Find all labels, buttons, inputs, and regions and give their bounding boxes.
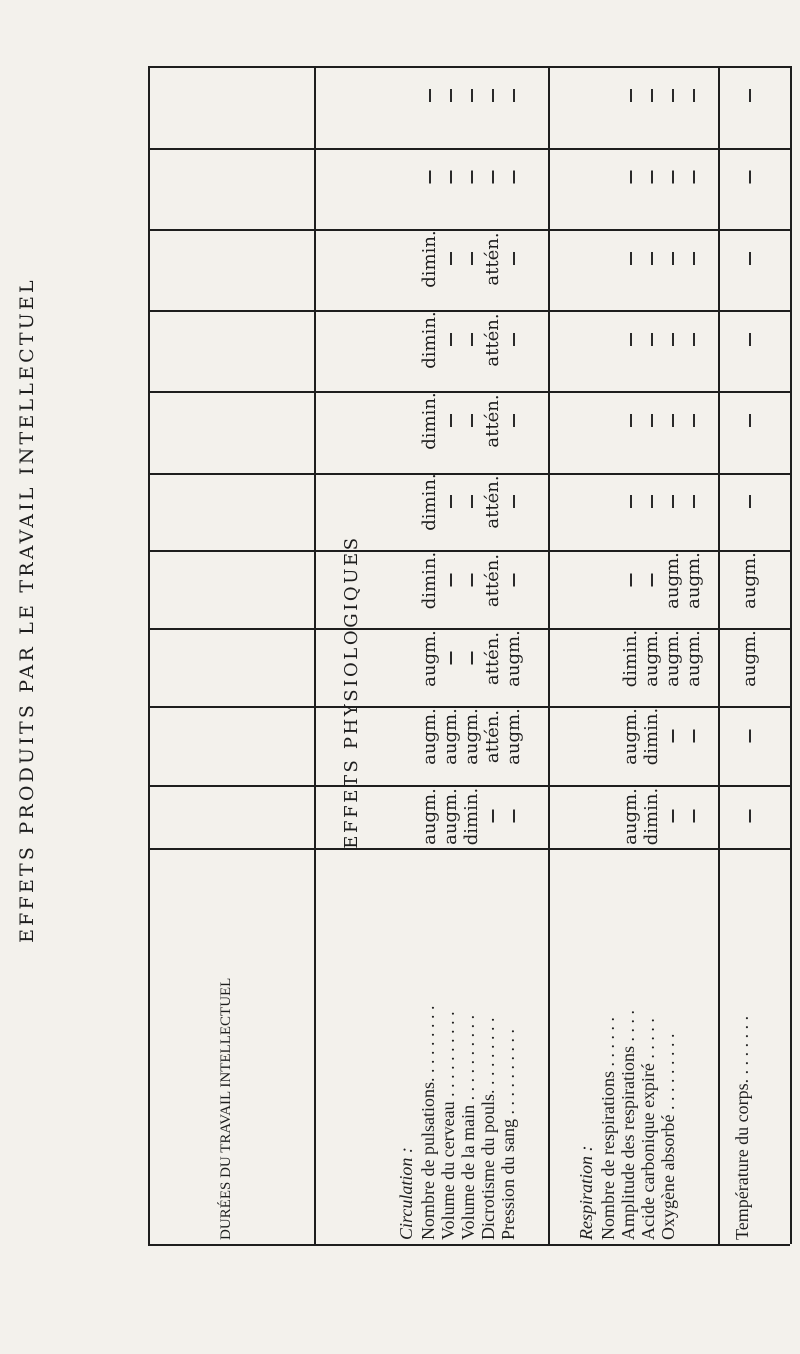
value-plusieurs-heures-2	[471, 252, 473, 265]
value-60-minutes-3: attén.	[482, 475, 503, 529]
column-rule-1	[314, 66, 316, 1244]
value-plusieurs-heures-8	[693, 252, 695, 265]
value-90-minutes-1	[450, 414, 452, 427]
value-5-minutes-6: dimin.	[641, 707, 662, 766]
value-plusieurs-jours-5	[630, 171, 632, 184]
value-plusieurs-mois-1	[450, 89, 452, 102]
value-60-minutes-0: dimin.	[419, 473, 440, 531]
value-plusieurs-heures-1	[450, 252, 452, 265]
category-1-item-3: Oxygène absorbé . . . . . . . . .	[658, 1033, 678, 1240]
category-0-item-2: Volume de la main . . . . . . . . . .	[458, 1014, 478, 1240]
value-plusieurs-mois-6	[651, 89, 653, 102]
value-30-minutes-7: augm.	[662, 552, 683, 609]
table-rule-10	[148, 848, 790, 850]
value-90-minutes-5	[630, 414, 632, 427]
value-120-minutes-5	[630, 333, 632, 346]
table-rule-5	[148, 473, 790, 475]
value-60-minutes-9	[749, 495, 751, 508]
value-15-minutes-8: augm.	[683, 630, 704, 687]
value-90-minutes-8	[693, 414, 695, 427]
value-5-minutes-9	[749, 730, 751, 743]
value-plusieurs-heures-6	[651, 252, 653, 265]
table-rule-11	[148, 1244, 790, 1246]
value-d-une-minute-9	[749, 810, 751, 823]
value-120-minutes-3: attén.	[482, 313, 503, 367]
page-title: EFFETS PRODUITS PAR LE TRAVAIL INTELLECTUEL	[16, 277, 38, 943]
value-90-minutes-0: dimin.	[419, 392, 440, 450]
column-rule-2	[548, 66, 550, 1244]
value-d-une-minute-6: dimin.	[641, 787, 662, 846]
value-plusieurs-jours-3	[492, 171, 494, 184]
column-rule-4	[790, 66, 792, 1244]
value-plusieurs-heures-0: dimin.	[419, 230, 440, 288]
value-15-minutes-6: augm.	[641, 630, 662, 687]
column-rule-0	[148, 66, 150, 1244]
category-1-item-1: Amplitude des respirations . . . .	[618, 1010, 638, 1240]
value-90-minutes-4	[513, 414, 515, 427]
value-30-minutes-6	[651, 574, 653, 587]
value-15-minutes-4: augm.	[503, 630, 524, 687]
value-30-minutes-9: augm.	[739, 552, 760, 609]
value-120-minutes-7	[672, 333, 674, 346]
value-plusieurs-mois-2	[471, 89, 473, 102]
durations-header: DURÉES DU TRAVAIL INTELLECTUEL	[218, 977, 234, 1240]
value-plusieurs-jours-7	[672, 171, 674, 184]
value-60-minutes-5	[630, 495, 632, 508]
column-rule-3	[718, 66, 720, 1244]
value-15-minutes-5: dimin.	[620, 629, 641, 688]
value-plusieurs-jours-2	[471, 171, 473, 184]
value-120-minutes-9	[749, 333, 751, 346]
value-30-minutes-3: attén.	[482, 553, 503, 608]
value-30-minutes-8: augm.	[683, 552, 704, 609]
value-120-minutes-8	[693, 333, 695, 346]
value-plusieurs-jours-9	[749, 171, 751, 184]
value-60-minutes-7	[672, 495, 674, 508]
value-15-minutes-2	[471, 652, 473, 665]
table-rule-3	[148, 310, 790, 312]
value-15-minutes-1	[450, 652, 452, 665]
value-90-minutes-9	[749, 414, 751, 427]
value-5-minutes-3: attén.	[482, 709, 503, 764]
value-120-minutes-1	[450, 333, 452, 346]
value-60-minutes-1	[450, 495, 452, 508]
value-plusieurs-mois-7	[672, 89, 674, 102]
category-label-1: Respiration :	[576, 1145, 596, 1240]
table-rule-2	[148, 229, 790, 231]
value-120-minutes-2	[471, 333, 473, 346]
value-60-minutes-6	[651, 495, 653, 508]
value-plusieurs-mois-5	[630, 89, 632, 102]
value-90-minutes-6	[651, 414, 653, 427]
value-5-minutes-0: augm.	[419, 708, 440, 765]
table-rule-1	[148, 148, 790, 150]
value-5-minutes-8	[693, 730, 695, 743]
value-d-une-minute-0: augm.	[419, 788, 440, 845]
value-plusieurs-jours-0	[429, 171, 431, 184]
value-30-minutes-4	[513, 574, 515, 587]
value-d-une-minute-5: augm.	[620, 788, 641, 845]
value-plusieurs-mois-8	[693, 89, 695, 102]
table-rule-0	[148, 66, 790, 68]
value-5-minutes-1: augm.	[440, 708, 461, 765]
value-plusieurs-mois-0	[429, 89, 431, 102]
category-0-item-4: Pression du sang . . . . . . . . . .	[498, 1029, 518, 1240]
value-90-minutes-7	[672, 414, 674, 427]
value-60-minutes-4	[513, 495, 515, 508]
category-1-item-0: Nombre de respirations . . . . . .	[598, 1017, 618, 1240]
value-30-minutes-1	[450, 574, 452, 587]
value-30-minutes-0: dimin.	[419, 551, 440, 610]
value-plusieurs-heures-3: attén.	[482, 232, 503, 286]
table-rule-4	[148, 391, 790, 393]
category-0-item-3: Dicrotisme du pouls. . . . . . . . .	[478, 1017, 498, 1240]
value-60-minutes-8	[693, 495, 695, 508]
value-plusieurs-jours-6	[651, 171, 653, 184]
value-plusieurs-jours-8	[693, 171, 695, 184]
value-15-minutes-9: augm.	[739, 630, 760, 687]
value-plusieurs-mois-9	[749, 89, 751, 102]
value-120-minutes-4	[513, 333, 515, 346]
value-30-minutes-2	[471, 574, 473, 587]
effects-section-header: EFFETS PHYSIOLOGIQUES	[341, 535, 362, 849]
value-plusieurs-heures-4	[513, 252, 515, 265]
value-60-minutes-2	[471, 495, 473, 508]
value-120-minutes-6	[651, 333, 653, 346]
category-2-item-0: Température du corps. . . . . . . .	[732, 1015, 752, 1240]
value-90-minutes-3: attén.	[482, 394, 503, 448]
value-15-minutes-3: attén.	[482, 631, 503, 686]
value-15-minutes-0: augm.	[419, 630, 440, 687]
value-5-minutes-2: augm.	[461, 708, 482, 765]
value-plusieurs-jours-1	[450, 171, 452, 184]
value-30-minutes-5	[630, 574, 632, 587]
category-0-item-0: Nombre de pulsations. . . . . . . . .	[418, 1005, 438, 1240]
value-plusieurs-mois-4	[513, 89, 515, 102]
category-label-0: Circulation :	[396, 1147, 416, 1240]
value-plusieurs-mois-3	[492, 89, 494, 102]
value-plusieurs-heures-7	[672, 252, 674, 265]
value-120-minutes-0: dimin.	[419, 311, 440, 369]
value-plusieurs-heures-9	[749, 252, 751, 265]
value-d-une-minute-1: augm.	[440, 788, 461, 845]
value-15-minutes-7: augm.	[662, 630, 683, 687]
value-d-une-minute-3	[492, 810, 494, 823]
value-d-une-minute-7	[672, 810, 674, 823]
value-5-minutes-5: augm.	[620, 708, 641, 765]
value-d-une-minute-8	[693, 810, 695, 823]
category-0-item-1: Volume du cerveau . . . . . . . . . .	[438, 1011, 458, 1240]
value-90-minutes-2	[471, 414, 473, 427]
value-5-minutes-4: augm.	[503, 708, 524, 765]
value-plusieurs-heures-5	[630, 252, 632, 265]
value-5-minutes-7	[672, 730, 674, 743]
value-d-une-minute-4	[513, 810, 515, 823]
value-plusieurs-jours-4	[513, 171, 515, 184]
category-1-item-2: Acide carbonique expiré . . . . .	[638, 1018, 658, 1240]
value-d-une-minute-2: dimin.	[461, 787, 482, 846]
